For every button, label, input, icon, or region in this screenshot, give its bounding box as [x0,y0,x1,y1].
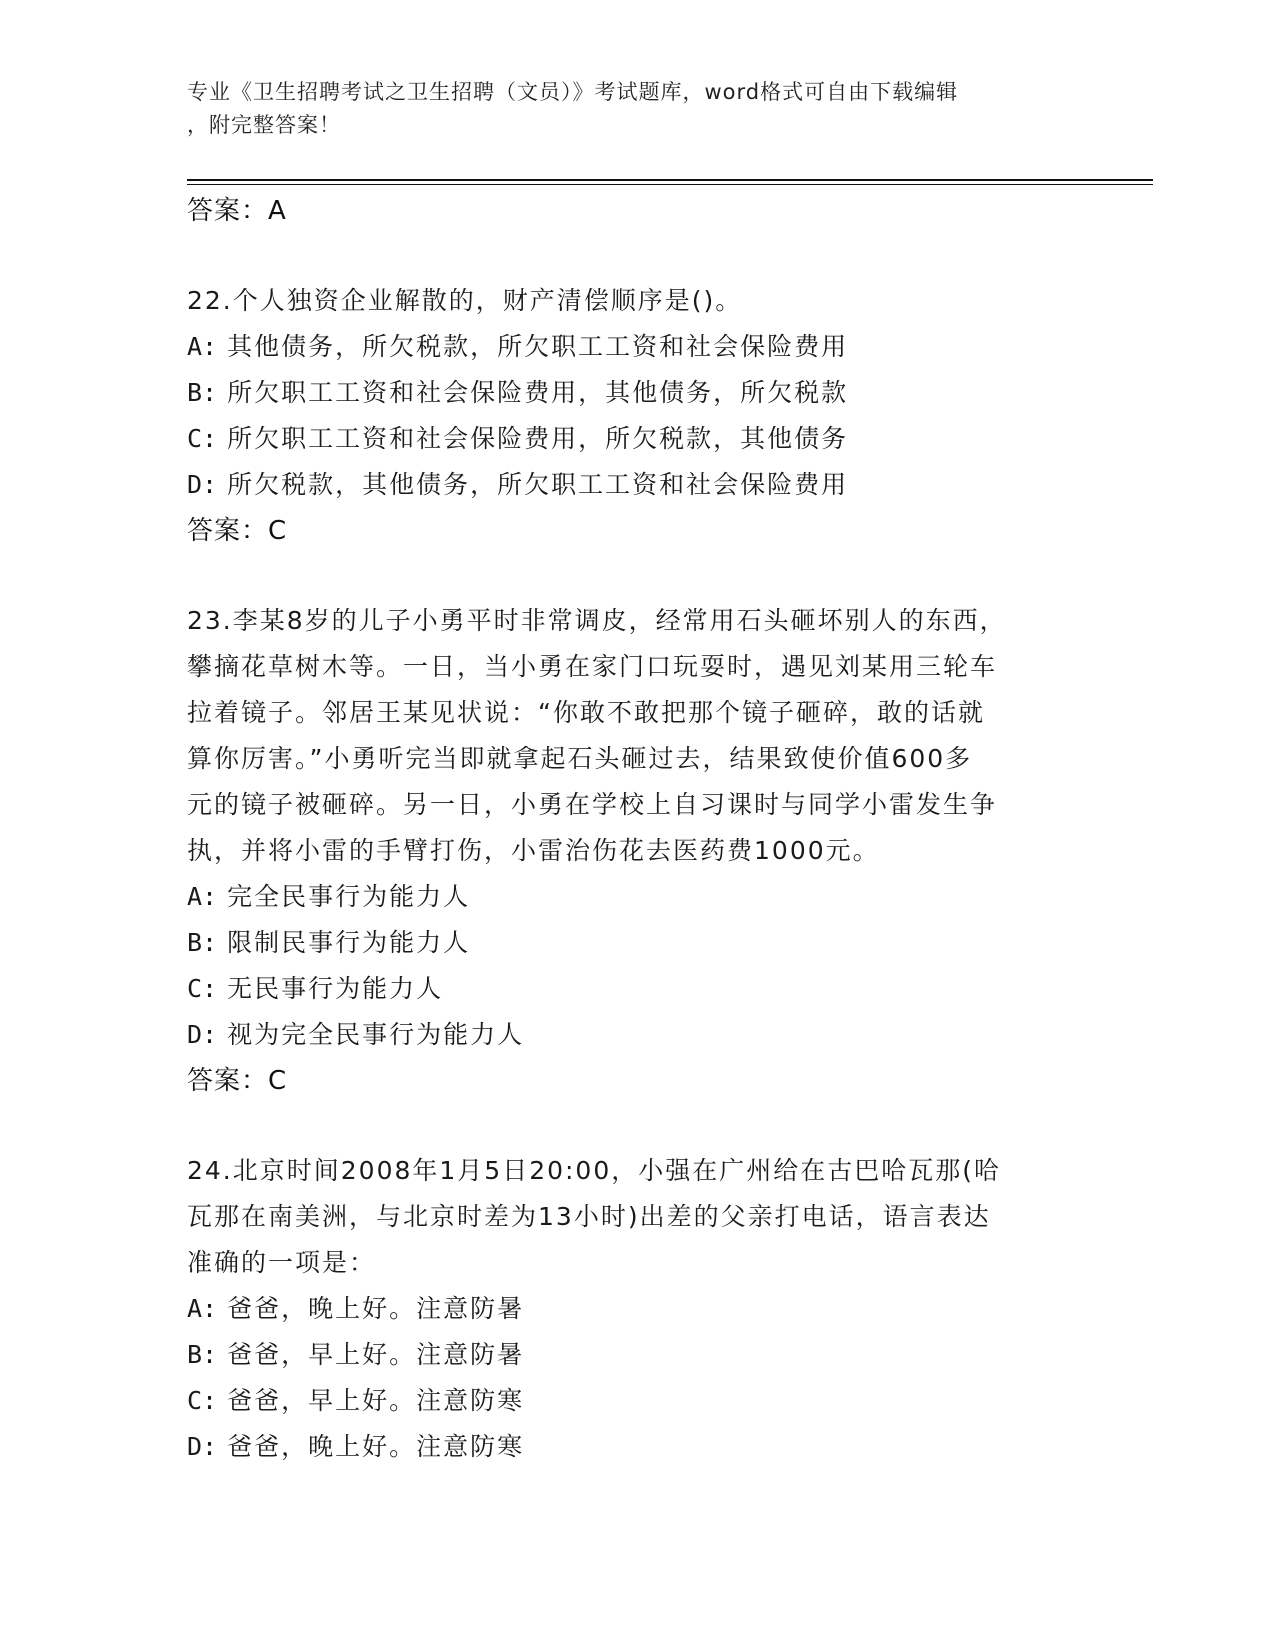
question-stem [187,1148,1087,1286]
option-b: B: 限制民事行为能力人 [187,928,471,957]
option-a: A: 完全民事行为能力人 [187,882,471,911]
stem-line: 24.北京时间2008年1月5日20:00，小强在广州给在古巴哈瓦那(哈 [187,1156,1001,1185]
question-23 [187,598,1087,1104]
stem-line: 拉着镜子。邻居王某见状说：“你敢不敢把那个镜子砸碎，敢的话就 [187,698,985,727]
option-a: A: 爸爸，晚上好。注意防暑 [187,1294,525,1323]
option-b: B: 所欠职工工资和社会保险费用，其他债务，所欠税款 [187,378,849,407]
header-line: ，附完整答案！ [187,113,341,137]
option-c: C: 所欠职工工资和社会保险费用，所欠税款，其他债务 [187,424,849,453]
question-24 [187,1148,1087,1470]
answer-line: 答案：C [187,516,288,546]
stem-line: 元的镜子被砸碎。另一日，小勇在学校上自习课时与同学小雷发生争 [187,790,998,819]
answer-line: 答案：A [187,196,287,226]
answer-line: 答案：C [187,1066,288,1096]
stem-line: 23.李某8岁的儿子小勇平时非常调皮，经常用石头砸坏别人的东西， [187,606,1007,635]
question-list [187,188,1087,1470]
stem-line: 准确的一项是： [187,1248,377,1277]
header-line: 专业《卫生招聘考试之卫生招聘（文员）》考试题库，word格式可自由下载编辑 [187,80,959,104]
stem-line: 22.个人独资企业解散的，财产清偿顺序是()。 [187,286,743,315]
stem-line: 攀摘花草树木等。一日，当小勇在家门口玩耍时，遇见刘某用三轮车 [187,652,998,681]
stem-line: 执，并将小雷的手臂打伤，小雷治伤花去医药费1000元。 [187,836,880,865]
option-c: C: 无民事行为能力人 [187,974,444,1003]
stem-line: 瓦那在南美洲，与北京时差为13小时)出差的父亲打电话，语言表达 [187,1202,991,1231]
option-d: D: 视为完全民事行为能力人 [187,1020,525,1049]
option-d: D: 爸爸，晚上好。注意防寒 [187,1432,525,1461]
header-rule-thin [187,184,1153,185]
question-stem [187,278,1087,324]
option-d: D: 所欠税款，其他债务，所欠职工工资和社会保险费用 [187,470,849,499]
header-rule-thick [187,179,1153,181]
option-a: A: 其他债务，所欠税款，所欠职工工资和社会保险费用 [187,332,849,361]
question-stem [187,598,1087,874]
stem-line: 算你厉害。”小勇听完当即就拿起石头砸过去，结果致使价值600多 [187,744,973,773]
question-22 [187,278,1087,554]
option-b: B: 爸爸，早上好。注意防暑 [187,1340,525,1369]
option-c: C: 爸爸，早上好。注意防寒 [187,1386,525,1415]
page-header [187,76,1087,142]
